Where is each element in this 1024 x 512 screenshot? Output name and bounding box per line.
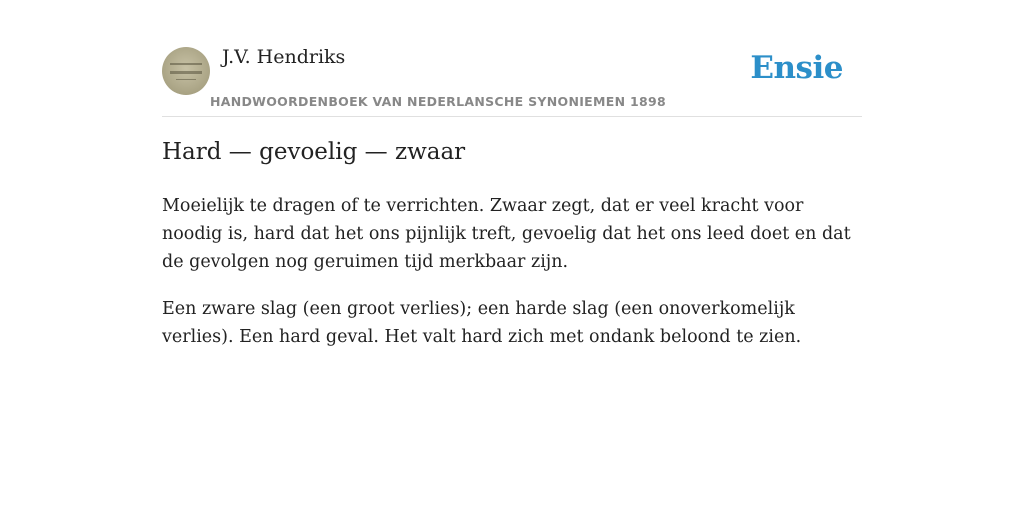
entry-title: Hard — gevoelig — zwaar [162,139,466,165]
cover-decoration [176,79,196,80]
cover-decoration [170,71,202,74]
author-name[interactable]: J.V. Hendriks [222,46,346,68]
book-cover-avatar[interactable] [162,47,210,95]
entry-header [162,0,862,117]
source-title[interactable]: HANDWOORDENBOEK VAN NEDERLANSCHE SYNONIEMEN 1898 [210,94,667,109]
cover-decoration [170,63,202,65]
ensie-logo[interactable]: Ensie [750,50,843,86]
page-container [162,0,862,347]
entry-paragraph: Moeielijk te dragen of te verrichten. Zwaar zegt, dat er veel kracht voor noodig is, hard dat het ons pijnlijk treft, gevoelig dat het ons leed doet en dat de gevolgen nog geruimen tijd merkbaar zijn. [162,196,851,272]
entry-paragraph: Een zware slag (een groot verlies); een harde slag (een onoverkomelijk verlies). Een hard geval. Het valt hard zich met ondank beloond te zien. [162,299,802,347]
